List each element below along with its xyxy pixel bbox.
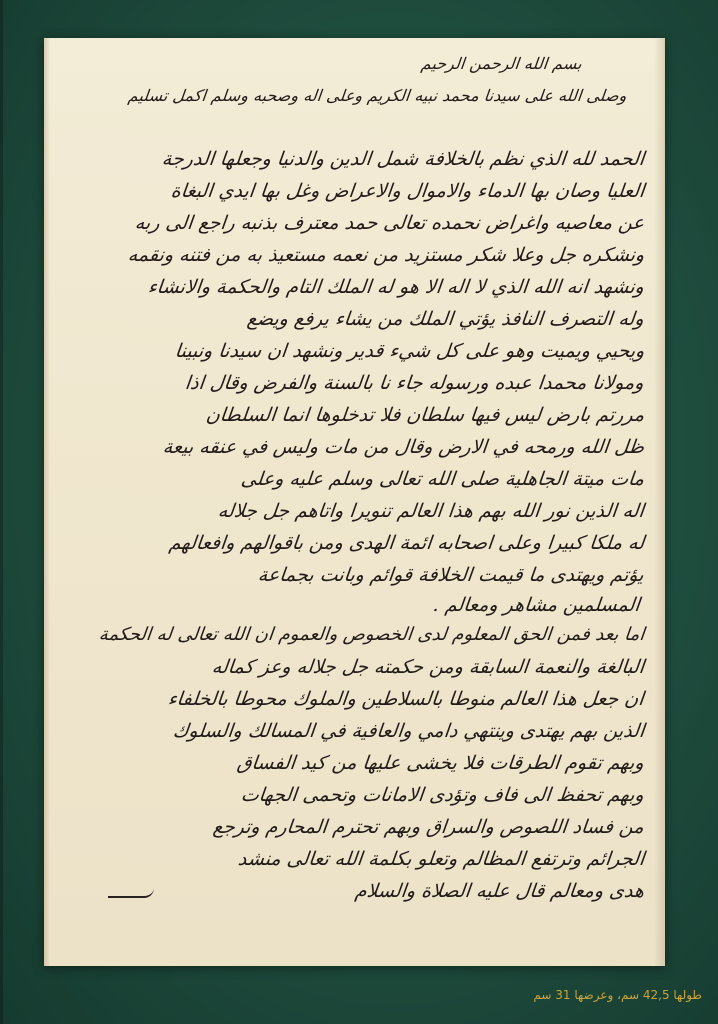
paper-shadow (654, 38, 664, 966)
body-line-12: اله الذين نور الله بهم هذا العالم تنويرا واتاهم جل جلاله (216, 500, 646, 522)
body-line-5: ونشهد انه الله الذي لا اله الا هو له الملك التام والحكمة والانشاء (146, 276, 646, 298)
body-line-14: يؤتم ويهتدى ما قيمت الخلافة قوائم وبانت بجماعة (257, 564, 646, 586)
body-line-19: الذين بهم يهتدى وينتهي دامي والعافية في المسالك والسلوك (171, 720, 646, 742)
body-line-16: اما بعد فمن الحق المعلوم لدى الخصوص والعموم ان الله تعالى له الحكمة (97, 624, 646, 645)
header-line-salat: وصلى الله على سيدنا محمد نبيه الكريم وعلى اله وصحبه وسلم اكمل تسليم (126, 86, 627, 105)
book-gutter (0, 0, 3, 1024)
body-line-10: ظل الله ورمحه في الارض وقال من مات وليس في عنقه بيعة (161, 436, 646, 458)
body-line-9: مررتم بارض ليس فيها سلطان فلا تدخلوها انما السلطان (204, 404, 646, 426)
body-line-2: العليا وصان بها الدماء والاموال والاعراض وغل بها ايدي البغاة (169, 180, 646, 202)
body-line-20: وبهم تقوم الطرقات فلا يخشى عليها من كيد الفساق (236, 752, 646, 774)
body-line-11: مات ميتة الجاهلية صلى الله تعالى وسلم عليه وعلى (239, 468, 646, 490)
body-line-13: له ملكا كبيرا وعلى اصحابه ائمة الهدى ومن باقوالهم وافعالهم (167, 532, 646, 554)
body-line-15: المسلمين مشاهر ومعالم . (432, 594, 642, 616)
header-line-basmala: بسم الله الرحمن الرحيم (420, 54, 583, 73)
closing-flourish (108, 888, 154, 898)
body-line-3: عن معاصيه واغراض نحمده تعالى حمد معترف بذنبه راجع الى ربه (133, 212, 646, 234)
dimensions-caption: طولها 42,5 سم، وعرضها 31 سم (533, 988, 702, 1002)
body-line-24: هدى ومعالم قال عليه الصلاة والسلام (353, 880, 646, 902)
body-line-17: البالغة والنعمة السابقة ومن حكمته جل جلاله وعز كماله (210, 656, 646, 678)
body-line-21: وبهم تحفظ الى فاف وتؤدى الامانات وتحمى الجهات (240, 784, 646, 806)
body-line-1: الحمد لله الذي نظم بالخلافة شمل الدين والدنيا وجعلها الدرجة (160, 148, 646, 170)
body-line-23: الجرائم وترتفع المظالم وتعلو بكلمة الله تعالى منشد (236, 848, 646, 870)
paper-edge (44, 38, 50, 966)
body-line-4: ونشكره جل وعلا شكر مستزيد من نعمه مستعيذ به من فتنه ونقمه (126, 244, 646, 266)
body-line-7: ويحيي ويميت وهو على كل شيء قدير ونشهد ان سيدنا ونبينا (173, 340, 646, 362)
body-line-6: وله التصرف النافذ يؤتي الملك من يشاء يرفع ويضع (246, 308, 646, 330)
body-line-18: ان جعل هذا العالم منوطا بالسلاطين والملوك محوطا بالخلفاء (167, 688, 646, 710)
body-line-22: من فساد اللصوص والسراق وبهم تحترم المحارم وترجع (212, 816, 646, 838)
body-line-8: ومولانا محمدا عبده ورسوله جاء نا بالسنة والفرض وقال اذا (184, 372, 646, 394)
